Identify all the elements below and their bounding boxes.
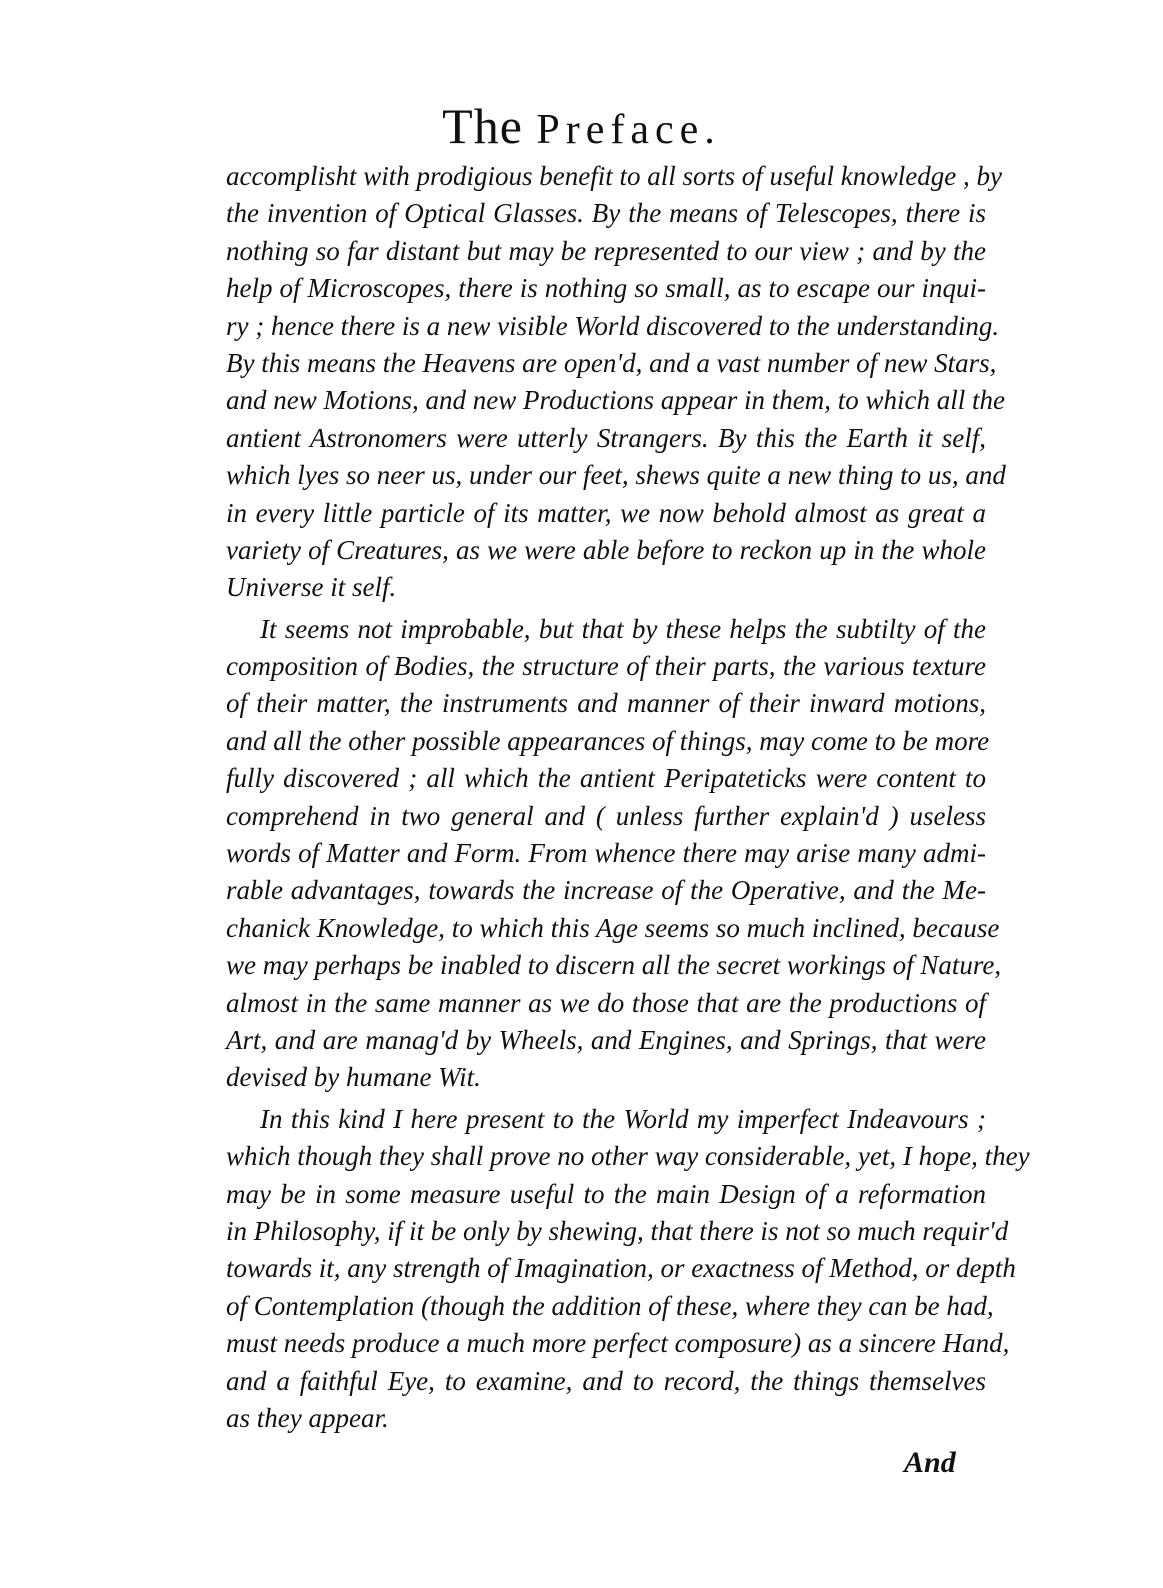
text-line: almost in the same manner as we do those that are the productions of xyxy=(226,987,986,1018)
text-line: in Philosophy, if it be only by shewing, that there is not so much requir'd xyxy=(226,1215,1009,1246)
text-line: rable advantages, towards the increase of the Operative, and the Me- xyxy=(226,875,986,906)
text-line: variety of Creatures, as we were able before to reckon up in the whole xyxy=(226,534,986,565)
text-line: which lyes so neer us, under our feet, shews quite a new thing to us, and xyxy=(226,460,1006,491)
text-line: and a faithful Eye, to examine, and to record, the things themselves xyxy=(226,1365,986,1396)
preface-body xyxy=(226,158,1030,1437)
text-line: composition of Bodies, the structure of their parts, the various texture xyxy=(226,651,986,682)
text-line: of their matter, the instruments and manner of their inward motions, xyxy=(226,688,986,719)
header-word-preface: Preface. xyxy=(536,107,721,153)
page-header xyxy=(0,96,1163,160)
text-line: comprehend in two general and ( unless further explain'd ) useless xyxy=(226,800,986,831)
text-line: help of Microscopes, there is nothing so small, as to escape our inqui- xyxy=(226,273,986,304)
text-line: ry ; hence there is a new visible World discovered to the understanding. xyxy=(226,310,1000,341)
text-line: By this means the Heavens are open'd, and a vast number of new Stars, xyxy=(226,347,997,378)
text-line: towards it, any strength of Imagination, or exactness of Method, or depth xyxy=(226,1253,1016,1284)
text-line: chanick Knowledge, to which this Age seems so much inclined, because xyxy=(226,912,1000,943)
text-line: devised by humane Wit. xyxy=(226,1062,481,1093)
text-line: accomplisht with prodigious benefit to all sorts of useful knowledge , by xyxy=(226,161,1002,191)
text-line: we may perhaps be inabled to discern all the secret workings of Nature, xyxy=(226,950,1002,981)
text-line: fully discovered ; all which the antient Peripateticks were content to xyxy=(226,763,986,794)
text-line: in every little particle of its matter, we now behold almost as great a xyxy=(226,497,986,528)
text-line: In this kind I here present to the World my imperfect Indeavours ; xyxy=(260,1103,986,1134)
text-line: It seems not improbable, but that by these helps the subtilty of the xyxy=(260,613,986,644)
header-word-the: The xyxy=(442,98,523,154)
text-line: may be in some measure useful to the main Design of a reformation xyxy=(226,1178,986,1209)
text-line: Universe it self. xyxy=(226,572,397,603)
text-line: which though they shall prove no other way considerable, yet, I hope, they xyxy=(226,1141,1030,1172)
text-line: as they appear. xyxy=(226,1402,389,1433)
text-line: must needs produce a much more perfect composure) as a sincere Hand, xyxy=(226,1328,1010,1359)
text-line: and new Motions, and new Productions appear in them, to which all the xyxy=(226,385,1005,416)
text-line: and all the other possible appearances of things, may come to be more xyxy=(226,725,990,756)
text-line: words of Matter and Form. From whence there may arise many admi- xyxy=(226,838,986,869)
text-line: of Contemplation (though the addition of these, where they can be had, xyxy=(226,1290,994,1321)
catchword: And xyxy=(904,1446,956,1479)
text-line: the invention of Optical Glasses. By the means of Telescopes, there is xyxy=(226,198,986,229)
text-line: Art, and are manag'd by Wheels, and Engines, and Springs, that were xyxy=(226,1024,986,1055)
text-line: antient Astronomers were utterly Strangers. By this the Earth it self, xyxy=(226,422,986,453)
text-line: nothing so far distant but may be represented to our view ; and by the xyxy=(226,235,986,266)
